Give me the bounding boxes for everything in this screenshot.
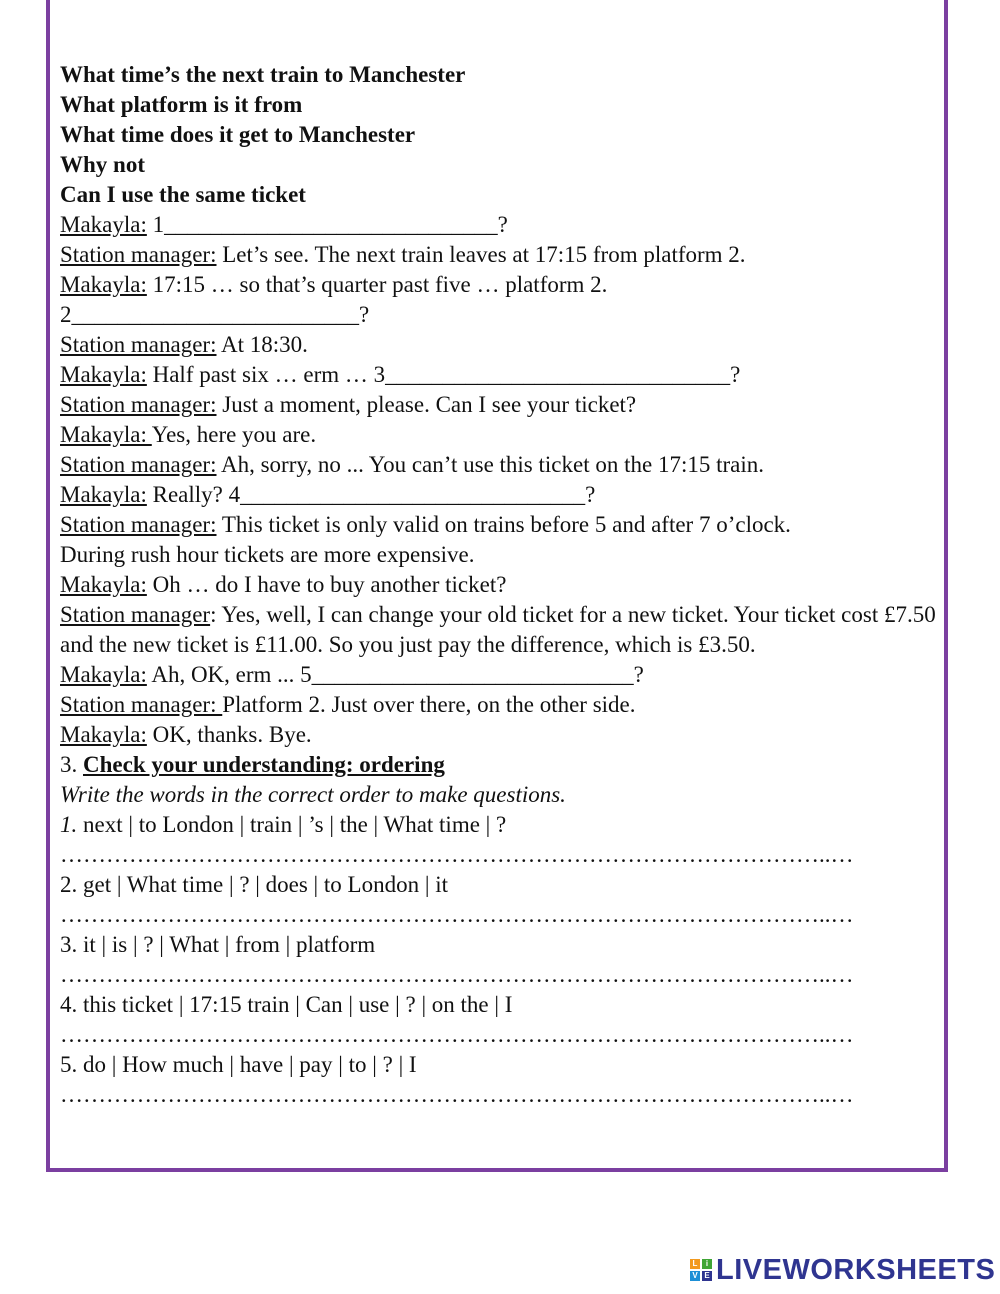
item-number: 1. xyxy=(60,812,78,837)
dialogue-line xyxy=(60,210,940,240)
item-number: 2. xyxy=(60,872,78,897)
dialogue-text: 2_________________________? xyxy=(60,302,370,327)
speaker-name: Station manager: xyxy=(60,512,217,537)
dialogue-line xyxy=(60,300,940,330)
section-heading xyxy=(60,750,940,780)
dialogue-line xyxy=(60,540,940,570)
dialogue-line xyxy=(60,420,940,450)
dialogue-text: Just a moment, please. Can I see your ticket? xyxy=(216,392,637,417)
speaker-name: Makayla: xyxy=(60,572,147,597)
dialogue-line xyxy=(60,390,940,420)
speaker-name: Station manager xyxy=(60,602,211,627)
item-words: do | How much | have | pay | to | ? | I xyxy=(77,1052,417,1077)
dialogue-text: 1_____________________________? xyxy=(146,212,508,237)
question-3: What time does it get to Manchester xyxy=(60,122,416,147)
speaker-name: Makayla: xyxy=(60,272,147,297)
logo-mark-tile: V xyxy=(690,1271,700,1281)
dialogue-text: At 18:30. xyxy=(216,332,308,357)
dialogue-line xyxy=(60,270,940,300)
speaker-name: Makayla: xyxy=(60,662,147,687)
dialogue-line xyxy=(60,360,940,390)
question-1: What time’s the next train to Manchester xyxy=(60,62,466,87)
speaker-name: Station manager: xyxy=(60,692,223,717)
speaker-name: Makayla: xyxy=(60,362,147,387)
dialogue-line xyxy=(60,510,940,540)
ordering-item xyxy=(60,870,940,900)
logo-mark-icon xyxy=(690,1259,712,1281)
dialogue-text: Oh … do I have to buy another ticket? xyxy=(146,572,507,597)
dialogue-text: Really? 4______________________________? xyxy=(146,482,596,507)
item-words: next | to London | train | ’s | the | What time | ? xyxy=(77,812,507,837)
dialogue-text: Yes, here you are. xyxy=(151,422,317,447)
ordering-item xyxy=(60,810,940,840)
dialogue-text: OK, thanks. Bye. xyxy=(146,722,312,747)
question-4: Why not xyxy=(60,152,145,177)
logo-text: LIVEWORKSHEETS xyxy=(716,1253,996,1286)
ordering-item xyxy=(60,990,940,1020)
item-number: 3. xyxy=(60,932,78,957)
dialogue-line xyxy=(60,240,940,270)
dialogue-text: : Yes, well, I can change your old ticket for a new ticket. Your ticket cost £7.50 and the new ticket is £11.00. So you just pay the difference, which is £3.50. xyxy=(60,602,936,657)
item-number: 4. xyxy=(60,992,78,1017)
speaker-name: Station manager: xyxy=(60,392,217,417)
speaker-name: Makayla: xyxy=(60,212,147,237)
dialogue-text: Ah, OK, erm ... 5____________________________? xyxy=(146,662,644,687)
dialogue-text: 17:15 … so that’s quarter past five … platform 2. xyxy=(146,272,608,297)
answer-line[interactable]: ………………………………………………………………………………………..… xyxy=(60,842,854,867)
speaker-name: Station manager: xyxy=(60,242,217,267)
dialogue-line xyxy=(60,480,940,510)
answer-line[interactable]: ………………………………………………………………………………………..… xyxy=(60,1082,854,1107)
item-number: 5. xyxy=(60,1052,78,1077)
dialogue-line xyxy=(60,450,940,480)
question-5: Can I use the same ticket xyxy=(60,182,306,207)
speaker-name: Makayla: xyxy=(60,482,147,507)
dialogue-line xyxy=(60,720,940,750)
dialogue-text: Let’s see. The next train leaves at 17:15 from platform 2. xyxy=(216,242,746,267)
speaker-name: Makayla: xyxy=(60,722,147,747)
answer-line[interactable]: ………………………………………………………………………………………..… xyxy=(60,962,854,987)
answer-line[interactable]: ………………………………………………………………………………………..… xyxy=(60,1022,854,1047)
logo-mark-tile: L xyxy=(690,1259,700,1269)
item-words: get | What time | ? | does | to London | it xyxy=(77,872,448,897)
speaker-name: Makayla: xyxy=(60,422,152,447)
section-instruction: Write the words in the correct order to make questions. xyxy=(60,782,566,807)
dialogue-text: Ah, sorry, no ... You can’t use this ticket on the 17:15 train. xyxy=(216,452,764,477)
dialogue-line xyxy=(60,330,940,360)
speaker-name: Station manager: xyxy=(60,332,217,357)
section-title: Check your understanding: ordering xyxy=(83,752,445,777)
dialogue-line xyxy=(60,600,940,660)
dialogue-text: Platform 2. Just over there, on the other side. xyxy=(222,692,636,717)
dialogue-line xyxy=(60,690,940,720)
logo-mark-tile: E xyxy=(702,1271,712,1281)
speaker-name: Station manager: xyxy=(60,452,217,477)
answer-line[interactable]: ………………………………………………………………………………………..… xyxy=(60,902,854,927)
liveworksheets-logo[interactable] xyxy=(690,1252,995,1288)
dialogue-text: This ticket is only valid on trains before 5 and after 7 o’clock. xyxy=(216,512,791,537)
dialogue-text: During rush hour tickets are more expensive. xyxy=(60,542,475,567)
item-words: this ticket | 17:15 train | Can | use | ? | on the | I xyxy=(77,992,513,1017)
worksheet-content xyxy=(60,60,940,1110)
ordering-item xyxy=(60,930,940,960)
question-2: What platform is it from xyxy=(60,92,303,117)
dialogue-line xyxy=(60,570,940,600)
logo-mark-tile: i xyxy=(702,1259,712,1269)
dialogue-line xyxy=(60,660,940,690)
dialogue-text: Half past six … erm … 3______________________________? xyxy=(146,362,741,387)
item-words: it | is | ? | What | from | platform xyxy=(77,932,376,957)
ordering-item xyxy=(60,1050,940,1080)
section-number: 3. xyxy=(60,752,83,777)
